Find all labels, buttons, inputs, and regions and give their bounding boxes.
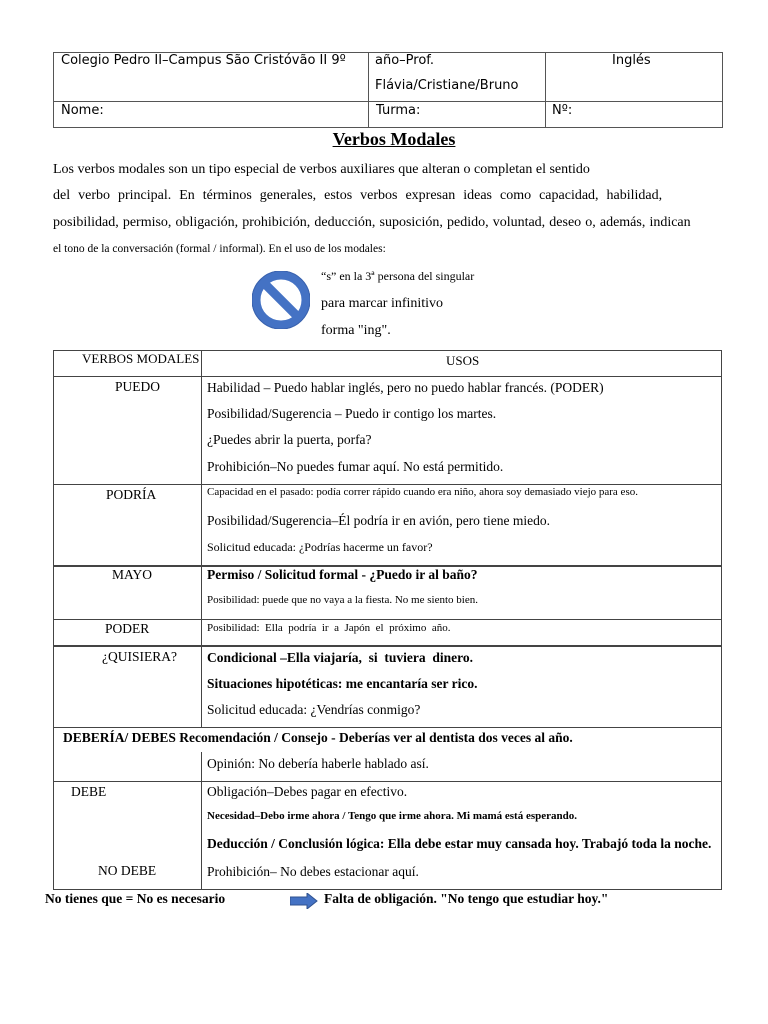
podria-use-2: Posibilidad/Sugerencia–Él podría ir en avión, pero tiene miedo. — [207, 513, 551, 528]
intro-line-4: el tono de la conversación (formal / informal). En el uso de los modales: — [53, 243, 386, 255]
mayo-use-1: Permiso / Solicitud formal - ¿Puedo ir al baño? — [207, 567, 478, 582]
prohibited-icon — [252, 271, 310, 329]
verb-no-debe: NO DEBE — [98, 863, 157, 878]
teachers-line-1: año–Prof. — [375, 53, 435, 68]
deberia-use-2: Opinión: No debería haberle hablado así. — [207, 756, 429, 771]
footer-right: Falta de obligación. "No tengo que estudiar hoy." — [324, 891, 609, 906]
poder-use-1: Posibilidad: Ella podría ir a Japón el próximo año. — [207, 622, 451, 634]
puedo-use-4: Prohibición–No puedes fumar aquí. No está permitido. — [207, 459, 504, 474]
subject: Inglés — [612, 53, 651, 68]
prohibited-item-2: para marcar infinitivo — [321, 296, 444, 311]
podria-use-3: Solicitud educada: ¿Podrías hacerme un favor? — [207, 540, 433, 554]
intro-line-2: del verbo principal. En términos generales, estos verbos expresan ideas como capacidad, habilidad, — [53, 188, 663, 203]
column-header-uses: USOS — [446, 353, 480, 368]
verb-poder: PODER — [105, 621, 150, 636]
debe-use-1: Obligación–Debes pagar en efectivo. — [207, 784, 408, 799]
teachers-line-2: Flávia/Cristiane/Bruno — [375, 78, 519, 93]
deberia-row: DEBERÍA/ DEBES Recomendación / Consejo - Deberías ver al dentista dos veces al año. — [63, 730, 573, 745]
verb-podria: PODRÍA — [106, 487, 157, 502]
prohibited-item-1: “s” en la 3ª persona del singular — [321, 269, 475, 283]
intro-line-1: Los verbos modales son un tipo especial de verbos auxiliares que alteran o completan el sentido — [53, 162, 590, 177]
verb-debe: DEBE — [71, 784, 107, 799]
number-label: Nº: — [552, 103, 573, 118]
debe-use-3: Deducción / Conclusión lógica: Ella debe estar muy cansada hoy. Trabajó toda la noche. — [207, 836, 712, 851]
debe-use-4: Prohibición– No debes estacionar aquí. — [207, 864, 419, 879]
puedo-use-2: Posibilidad/Sugerencia – Puedo ir contigo los martes. — [207, 406, 497, 421]
quisiera-use-3: Solicitud educada: ¿Vendrías conmigo? — [207, 702, 421, 717]
puedo-use-3: ¿Puedes abrir la puerta, porfa? — [207, 432, 372, 447]
school-name: Colegio Pedro II–Campus São Cristóvão II 9º — [61, 53, 346, 68]
class-label: Turma: — [376, 103, 421, 118]
footer-left: No tienes que = No es necesario — [45, 891, 226, 906]
column-header-verbs: VERBOS MODALES — [82, 351, 200, 366]
intro-line-3: posibilidad, permiso, obligación, prohibición, deducción, suposición, pedido, voluntad, deseo o, además, indican — [53, 215, 691, 230]
prohibited-item-3: forma "ing". — [321, 323, 391, 338]
name-label: Nome: — [61, 103, 104, 118]
verb-quisiera: ¿QUISIERA? — [102, 649, 177, 664]
quisiera-use-2: Situaciones hipotéticas: me encantaría ser rico. — [207, 676, 478, 691]
verb-mayo: MAYO — [112, 567, 153, 582]
page-title: Verbos Modales — [332, 129, 456, 149]
podria-use-1: Capacidad en el pasado: podía correr rápido cuando era niño, ahora soy demasiado viejo para eso. — [207, 486, 638, 498]
mayo-use-2: Posibilidad: puede que no vaya a la fiesta. No me siento bien. — [207, 594, 478, 606]
debe-use-2: Necesidad–Debo irme ahora / Tengo que irme ahora. Mi mamá está esperando. — [207, 810, 577, 822]
verb-puedo: PUEDO — [115, 379, 161, 394]
right-arrow-icon — [290, 893, 318, 909]
puedo-use-1: Habilidad – Puedo hablar inglés, pero no puedo hablar francés. (PODER) — [207, 380, 604, 395]
quisiera-use-1: Condicional –Ella viajaría, si tuviera dinero. — [207, 650, 474, 665]
